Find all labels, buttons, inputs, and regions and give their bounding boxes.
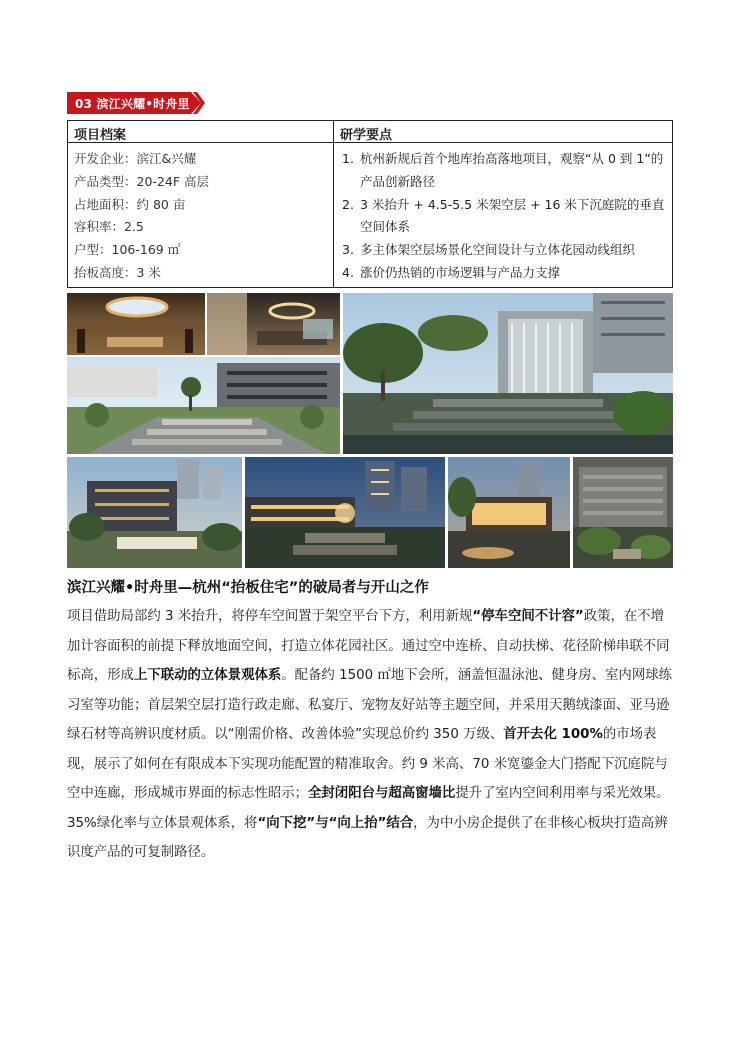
article-emphasis: 首开去化 100% (503, 727, 603, 742)
lit-pavilion-photo (448, 457, 570, 568)
profile-column (68, 121, 334, 287)
profile-item: 开发企业：滨江&兴耀 (74, 151, 197, 166)
lounge-interior-photo (207, 293, 340, 355)
profile-header: 项目档案 (68, 121, 333, 143)
article-emphasis: “向下挖”与“向上抬”结合 (257, 815, 414, 831)
study-points-column (334, 121, 672, 287)
study-point-number: 2. (342, 196, 354, 212)
article-text: ，为中小房企提供了在非核心板块打造高辨识度产品的可复制路径。 (67, 815, 668, 860)
article-text: 提升了室内空间利用率与采光效果。35%绿化率与立体景观体系，将 (67, 786, 670, 831)
article-body (67, 602, 677, 868)
stone-wall-garden-photo (573, 457, 673, 568)
study-point-item (342, 239, 666, 262)
article-headline: 滨江兴耀•时舟里—杭州“抬板住宅”的破局者与开山之作 (67, 580, 429, 596)
water-wall-garden-photo (343, 293, 673, 454)
section-tag (67, 92, 205, 114)
study-point-text: 杭州新规后首个地库抬高落地项目，观察“从 0 到 1”的产品创新路径 (360, 151, 664, 189)
study-point-number: 1. (342, 151, 354, 166)
profile-item: 产品类型：20-24F 高层 (74, 173, 209, 189)
study-point-number: 3. (342, 242, 354, 258)
study-point-text: 涨价仍热销的市场逻辑与产品力支撑 (360, 264, 561, 280)
profile-list (68, 143, 333, 285)
profile-item: 容积率：2.5 (74, 219, 144, 235)
article-emphasis: “停车空间不计容” (472, 609, 584, 624)
article-text: 政策，在不增加计容面积的前提下释放地面空间，打造立体花园社区。通过空中连桥、自动扶梯、花径阶梯串联不同标高，形成 (67, 609, 670, 683)
study-point-item (342, 262, 666, 285)
profile-item: 占地面积：约 80 亩 (74, 196, 186, 212)
study-point-number: 4. (342, 264, 354, 280)
article-text: 的市场表现，展示了如何在有限成本下实现功能配置的精准取舍。约 9 米高、70 米宽鎏金大门搭配下沉庭院与空中连廊，形成城市界面的标志性昭示； (67, 727, 668, 801)
study-point-item (342, 194, 666, 240)
study-points-list (334, 143, 672, 285)
profile-item: 抬板高度：3 米 (74, 264, 161, 280)
study-points-header: 研学要点 (334, 121, 672, 143)
night-courtyard-photo (245, 457, 445, 568)
dusk-facade-photo (67, 457, 242, 568)
article-text: 。配备约 1500 ㎡地下会所，涵盖恒温泳池、健身房、室内网球练习室等功能；首层架空层打造行政走廊、私宴厅、宠物友好站等主题空间，并采用天鹅绒漆面、亚马逊绿石材等高辨识度材质。以“刚需价格、改善体验”实现总价约 350 万级、 (67, 668, 672, 742)
clubhouse-skylight-photo (67, 293, 205, 355)
article-emphasis: 上下联动的立体景观体系 (133, 668, 282, 683)
article-emphasis: 全封闭阳台与超高窗墙比 (308, 786, 456, 801)
study-point-text: 3 米抬升 + 4.5-5.5 米架空层 + 16 米下沉庭院的垂直空间体系 (360, 196, 665, 235)
profile-item: 户型：106-169 ㎡ (74, 242, 181, 258)
project-info-table (67, 120, 673, 288)
courtyard-terraces-photo (67, 357, 340, 454)
study-point-text: 多主体架空层场景化空间设计与立体花园动线组织 (360, 242, 636, 258)
article-text: 项目借助局部约 3 米抬升，将停车空间置于架空平台下方，利用新规 (67, 609, 473, 624)
section-tag-label: 03 滨江兴耀•时舟里 (75, 97, 190, 111)
study-point-item (342, 148, 666, 194)
